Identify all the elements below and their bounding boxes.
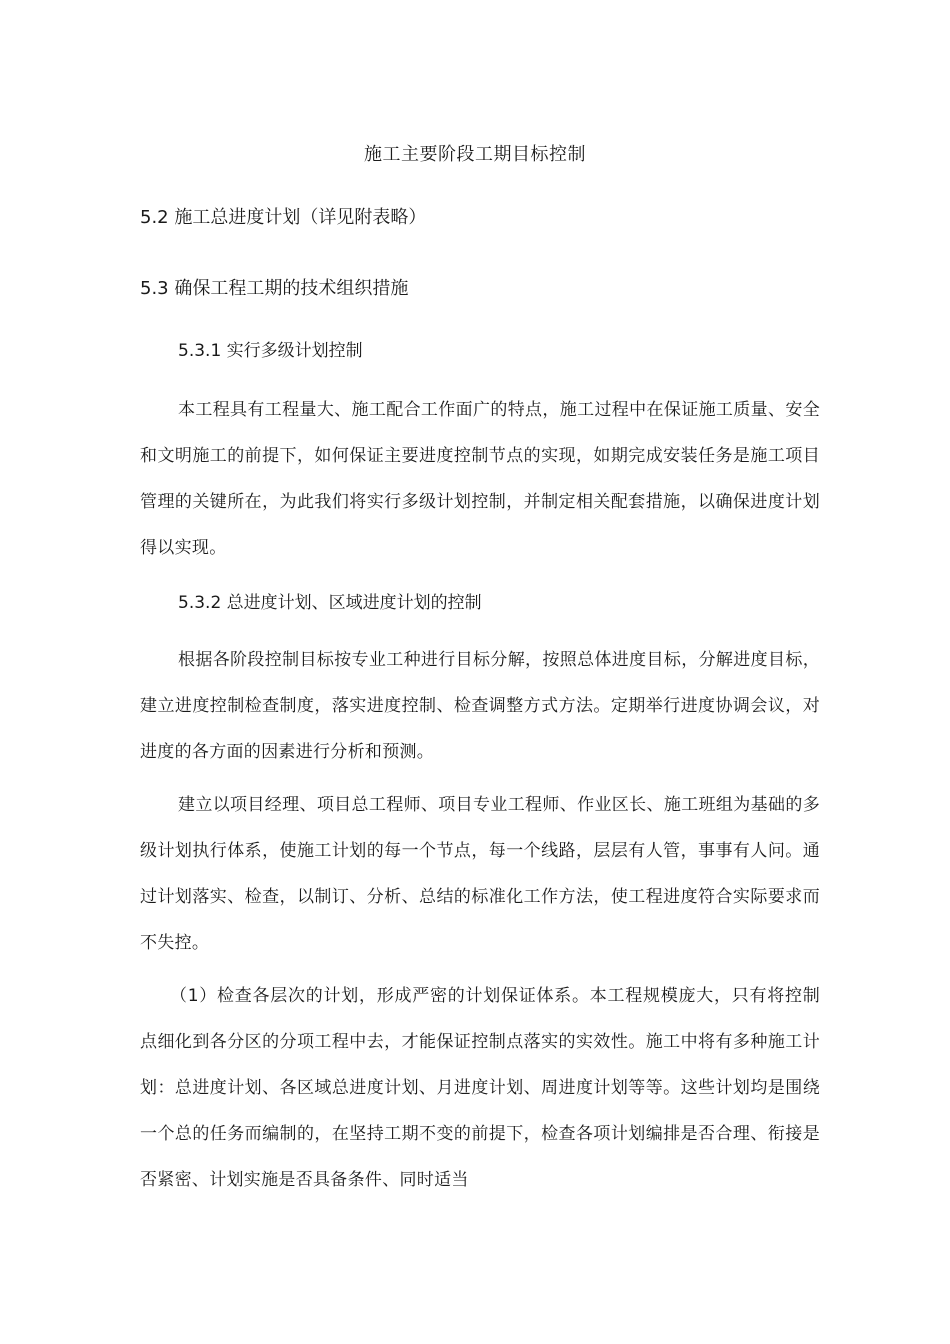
page-title: 施工主要阶段工期目标控制 <box>364 144 586 165</box>
paragraph-1: 本工程具有工程量大、施工配合工作面广的特点，施工过程中在保证施工质量、安全和文明施工的前提下，如何保证主要进度控制节点的实现，如期完成安装任务是施工项目管理的关键所在，为此我们将实行多级计划控制，并制定相关配套措施，以确保进度计划得以实现。 <box>140 400 820 558</box>
paragraph-4: （1）检查各层次的计划，形成严密的计划保证体系。本工程规模庞大，只有将控制点细化到各分区的分项工程中去，才能保证控制点落实的实效性。施工中将有多种施工计划：总进度计划、各区域总进度计划、月进度计划、周进度计划等等。这些计划均是围绕一个总的任务而编制的，在坚持工期不变的前提下，检查各项计划编排是否合理、衔接是否紧密、计划实施是否具备条件、同时适当 <box>140 986 820 1190</box>
subsection-heading-5-3-2: 5.3.2 总进度计划、区域进度计划的控制 <box>178 593 482 613</box>
paragraph-3: 建立以项目经理、项目总工程师、项目专业工程师、作业区长、施工班组为基础的多级计划执行体系，使施工计划的每一个节点，每一个线路，层层有人管，事事有人问。通过计划落实、检查，以制订、分析、总结的标准化工作方法，使工程进度符合实际要求而不失控。 <box>140 795 820 953</box>
section-heading-5-3: 5.3 确保工程工期的技术组织措施 <box>140 278 409 299</box>
paragraph-2: 根据各阶段控制目标按专业工种进行目标分解，按照总体进度目标，分解进度目标，建立进度控制检查制度，落实进度控制、检查调整方式方法。定期举行进度协调会议，对进度的各方面的因素进行分析和预测。 <box>140 650 820 762</box>
subsection-heading-5-3-1: 5.3.1 实行多级计划控制 <box>178 341 363 361</box>
section-heading-5-2: 5.2 施工总进度计划（详见附表略） <box>140 207 427 228</box>
